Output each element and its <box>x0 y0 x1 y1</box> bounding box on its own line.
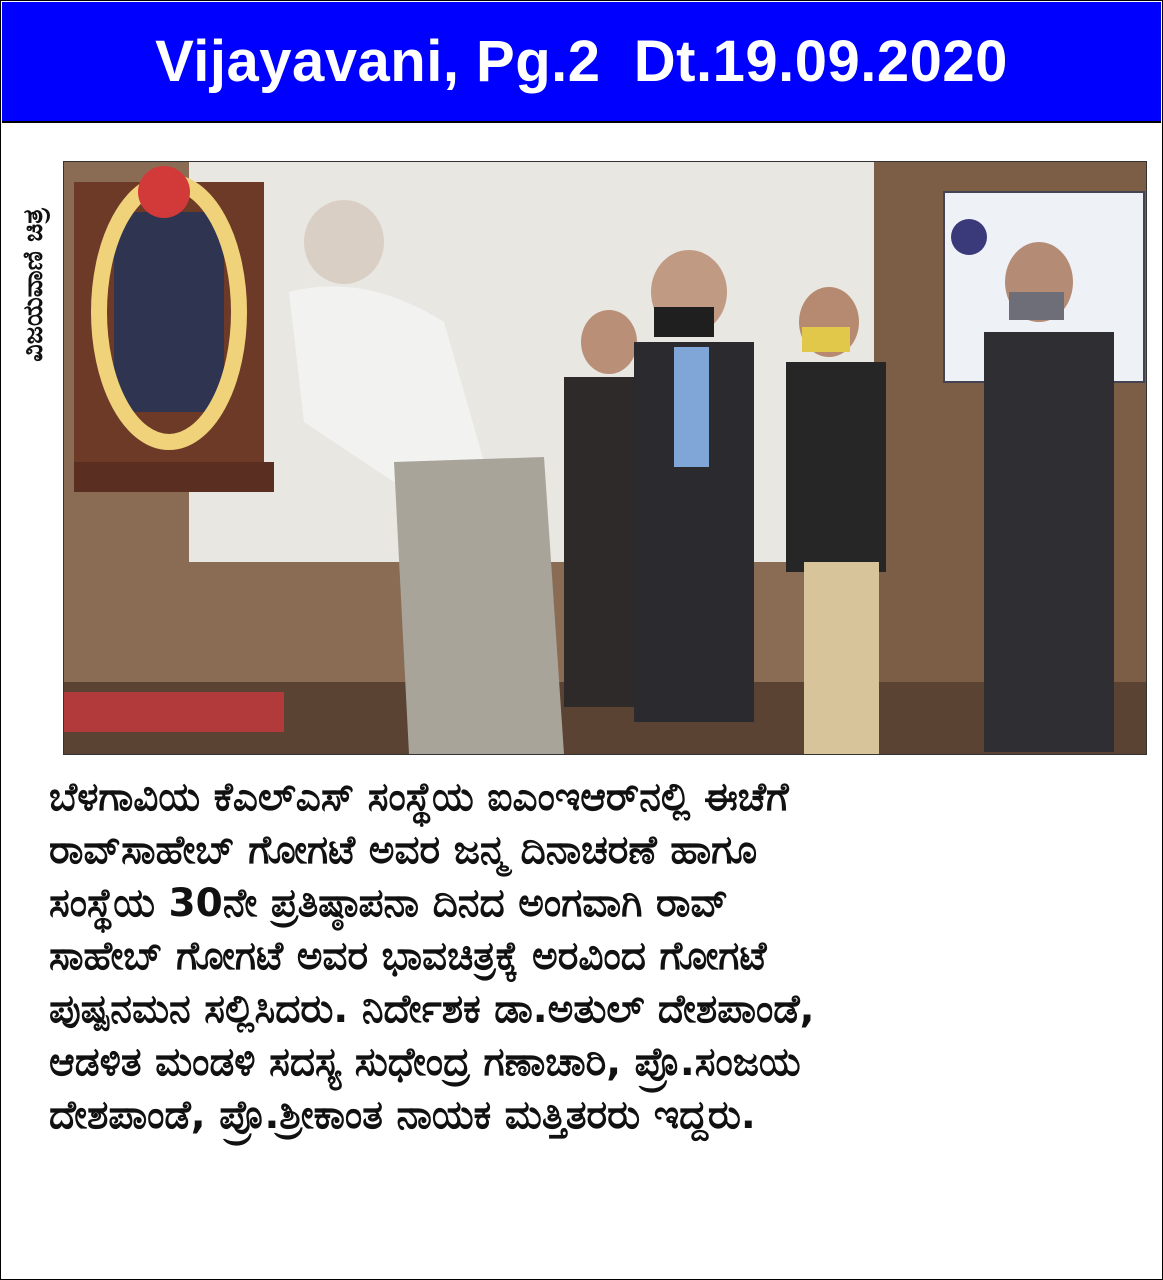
face-mask <box>1009 292 1064 320</box>
institute-logo <box>951 219 987 255</box>
photo-credit-text: ವಿಜಯವಾಣಿ ಚಿತ್ರ <box>18 208 49 362</box>
caption-line: ಪುಷ್ಪನಮನ ಸಲ್ಲಿಸಿದರು. ನಿರ್ದೇಶಕ ಡಾ.ಅತುಲ್ ದೇಶಪಾಂಡೆ, <box>49 987 815 1032</box>
header-title: Vijayavani, Pg.2 Dt.19.09.2020 <box>155 29 1008 94</box>
header-banner <box>2 2 1161 123</box>
article-caption <box>49 771 1139 1142</box>
person-jacket <box>786 362 886 572</box>
person-trousers <box>804 562 879 754</box>
flower-petals <box>64 692 284 732</box>
person-head <box>304 200 384 284</box>
caption-line: ಬೆಳಗಾವಿಯ ಕೆಎಲ್‌ಎಸ್ ಸಂಸ್ಥೆಯ ಐಎಂಇಆರ್‌ನಲ್ಲಿ ಈಚೆಗೆ <box>49 775 789 820</box>
caption-line: ಸಾಹೇಬ್ ಗೋಗಟೆ ಅವರ ಭಾವಚಿತ್ರಕ್ಕೆ ಅರವಿಂದ ಗೋಗಟೆ <box>49 934 767 979</box>
portrait-picture <box>114 212 224 412</box>
flower-decoration <box>138 166 190 218</box>
person-suit <box>984 332 1114 752</box>
event-photo <box>63 161 1147 755</box>
face-mask <box>654 307 714 337</box>
caption-line: ಸಂಸ್ಥೆಯ 30ನೇ ಪ್ರತಿಷ್ಠಾಪನಾ ದಿನದ ಅಂಗವಾಗಿ ರಾವ್ <box>49 881 729 926</box>
caption-line: ಆಡಳಿತ ಮಂಡಳಿ ಸದಸ್ಯ ಸುಧೇಂದ್ರ ಗಣಾಚಾರಿ, ಪ್ರೊ.ಸಂಜಯ <box>49 1040 801 1085</box>
event-photo-illustration <box>64 162 1146 754</box>
portrait-table <box>74 462 274 492</box>
face-mask <box>802 327 850 352</box>
person-trousers <box>394 457 564 754</box>
caption-line: ದೇಶಪಾಂಡೆ, ಪ್ರೊ.ಶ್ರೀಕಾಂತ ನಾಯಕ ಮತ್ತಿತರರು ಇದ್ದರು. <box>49 1093 756 1138</box>
person-shirt <box>674 347 709 467</box>
caption-line: ರಾವ್‌ಸಾಹೇಬ್ ಗೋಗಟೆ ಅವರ ಜನ್ಮ ದಿನಾಚರಣೆ ಹಾಗೂ <box>49 828 758 873</box>
person-head <box>581 310 637 374</box>
photo-credit <box>9 153 59 418</box>
